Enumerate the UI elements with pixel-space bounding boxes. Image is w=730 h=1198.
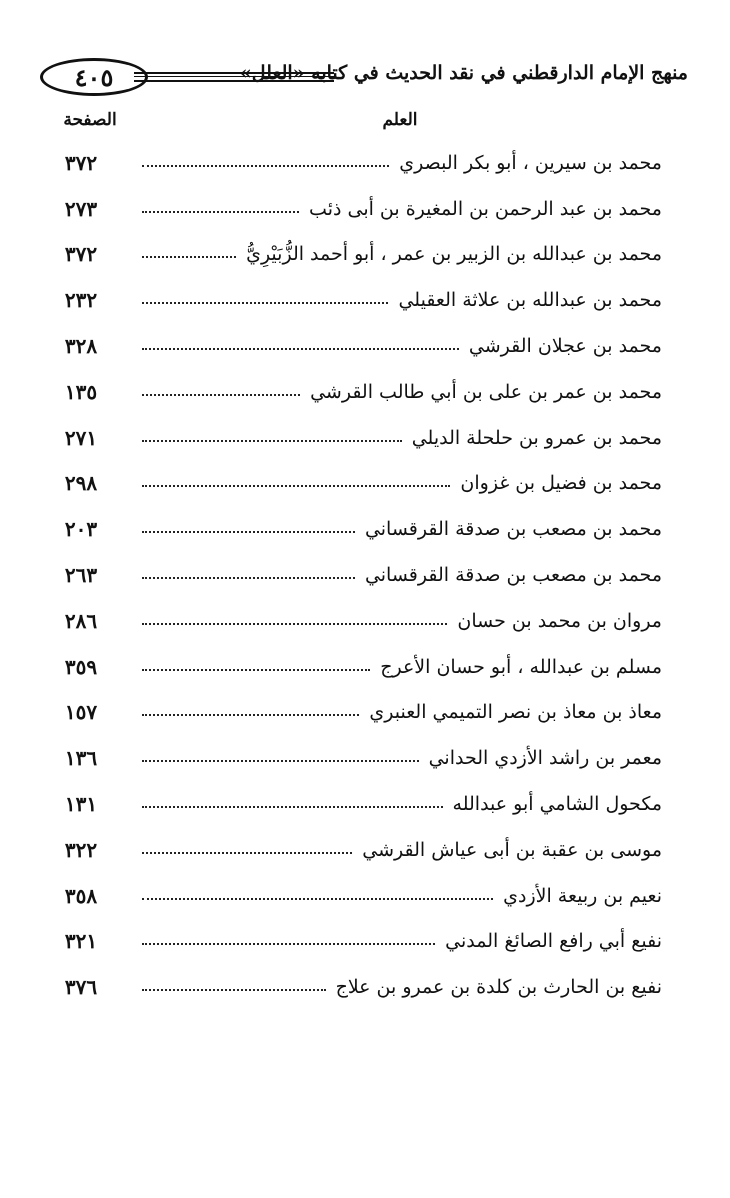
entry-name: محمد بن عمر بن على بن أبي طالب القرشي	[310, 380, 662, 403]
dot-leader	[142, 165, 389, 167]
entry-page-number: ٣٥٩	[64, 654, 98, 679]
index-entry	[40, 323, 662, 369]
index-entry	[40, 277, 662, 323]
index-entry	[40, 461, 662, 507]
dot-leader	[142, 898, 493, 900]
index-entry	[40, 186, 662, 232]
index-entry	[40, 735, 662, 781]
entry-page-number: ١٥٧	[64, 700, 98, 725]
entry-name: محمد بن سيرين ، أبو بكر البصري	[399, 151, 662, 174]
dot-leader	[142, 440, 402, 442]
entry-name: موسى بن عقبة بن أبى عياش القرشي	[362, 838, 662, 861]
entry-page-number: ٢٧٣	[64, 196, 98, 221]
entry-page-number: ٣٢٨	[64, 334, 98, 359]
index-entry	[40, 873, 662, 919]
column-header-name: العلم	[382, 110, 418, 130]
entry-name: معمر بن راشد الأزدي الحداني	[428, 747, 662, 770]
entry-name: نفيع أبي رافع الصائغ المدني	[445, 930, 662, 953]
entry-name: محمد بن عجلان القرشي	[468, 335, 662, 358]
entry-page-number: ١٣٥	[64, 379, 98, 404]
index-entry	[40, 919, 662, 965]
entry-page-number: ٣٢٢	[64, 837, 98, 862]
dot-leader	[142, 485, 450, 487]
running-title: منهج الإمام الدارقطني في نقد الحديث في كتابه «العلل»	[239, 62, 688, 84]
index-entry	[40, 690, 662, 736]
dot-leader	[142, 394, 300, 396]
entry-name: محمد بن عبد الرحمن بن المغيرة بن أبى ذئب	[309, 197, 662, 220]
index-entry	[40, 964, 662, 1010]
entry-name: معاذ بن معاذ بن نصر التميمي العنبري	[369, 701, 662, 724]
index-entry	[40, 506, 662, 552]
entry-page-number: ٢٧١	[64, 425, 98, 450]
entry-name: مسلم بن عبدالله ، أبو حسان الأعرج	[380, 655, 662, 678]
entry-page-number: ١٣١	[64, 792, 98, 817]
entry-name: محمد بن فضيل بن غزوان	[460, 472, 662, 495]
page-header	[28, 58, 688, 98]
index-entry	[40, 415, 662, 461]
entry-page-number: ٢٦٣	[64, 563, 98, 588]
page-number: ٤٠٥	[40, 58, 148, 96]
entry-name: محمد بن مصعب بن صدقة القرقساني	[364, 518, 662, 541]
entry-name: محمد بن عمرو بن حلحلة الديلي	[411, 426, 662, 449]
entry-page-number: ٣٢١	[64, 929, 98, 954]
dot-leader	[142, 348, 459, 350]
index-entry	[40, 552, 662, 598]
column-header-page: الصفحة	[63, 110, 117, 130]
dot-leader	[142, 623, 447, 625]
index-entry	[40, 369, 662, 415]
dot-leader	[142, 302, 388, 304]
index-entry	[40, 598, 662, 644]
entry-page-number: ٢٩٨	[64, 471, 98, 496]
index-entries	[40, 140, 662, 1010]
entry-page-number: ٣٧٢	[64, 242, 98, 267]
entry-name: نفيع بن الحارث بن كلدة بن عمرو بن علاج	[335, 976, 662, 999]
dot-leader	[142, 256, 236, 258]
entry-page-number: ٣٧٦	[64, 975, 98, 1000]
entry-name: مكحول الشامي أبو عبدالله	[452, 793, 662, 816]
entry-page-number: ١٣٦	[64, 746, 98, 771]
dot-leader	[142, 577, 355, 579]
dot-leader	[142, 989, 326, 991]
dot-leader	[142, 531, 355, 533]
index-entry	[40, 644, 662, 690]
index-entry	[40, 140, 662, 186]
entry-name: محمد بن عبدالله بن الزبير بن عمر ، أبو أحمد الزُّبَيْرِيُّ	[246, 243, 662, 266]
index-entry	[40, 781, 662, 827]
entry-name: نعيم بن ربيعة الأزدي	[503, 884, 662, 907]
entry-name: مروان بن محمد بن حسان	[457, 609, 662, 632]
entry-page-number: ٢٣٢	[64, 288, 98, 313]
entry-name: محمد بن عبدالله بن علاثة العقيلي	[398, 289, 662, 312]
entry-page-number: ٣٧٢	[64, 150, 98, 175]
dot-leader	[142, 806, 443, 808]
entry-page-number: ٣٥٨	[64, 883, 98, 908]
dot-leader	[142, 852, 352, 854]
dot-leader	[142, 714, 359, 716]
index-entry	[40, 827, 662, 873]
dot-leader	[142, 211, 299, 213]
entry-page-number: ٢٠٣	[64, 517, 98, 542]
entry-page-number: ٢٨٦	[64, 608, 98, 633]
dot-leader	[142, 669, 370, 671]
entry-name: محمد بن مصعب بن صدقة القرقساني	[364, 564, 662, 587]
dot-leader	[142, 760, 419, 762]
dot-leader	[142, 943, 435, 945]
index-entry	[40, 232, 662, 278]
